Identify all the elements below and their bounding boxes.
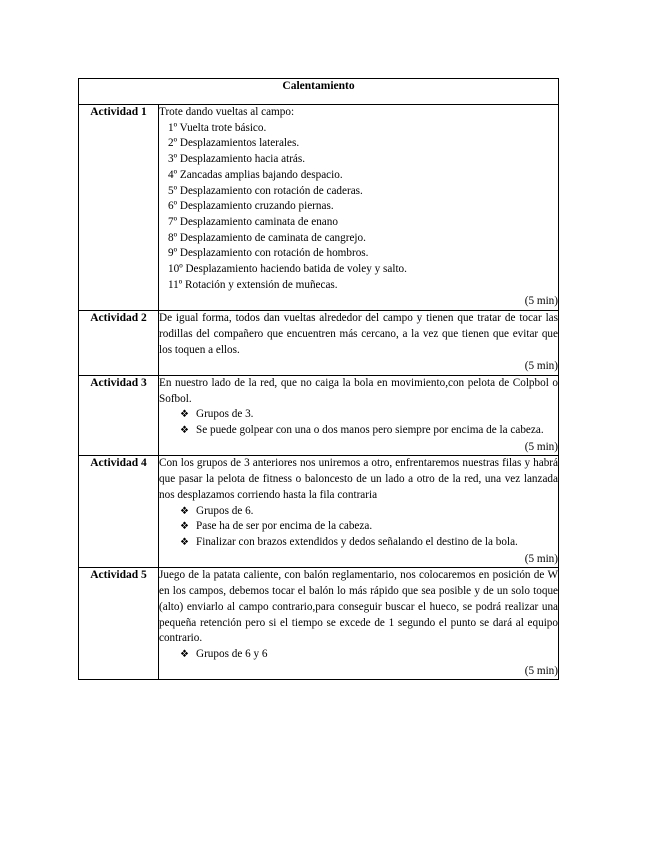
activity-description: En nuestro lado de la red, que no caiga la bola en movimiento,con pelota de Colpbol o Sofbol. <box>159 376 558 405</box>
bullet-text: Pase ha de ser por encima de la cabeza. <box>196 520 373 533</box>
step-item: 4º Zancadas amplias bajando despacio. <box>168 168 343 181</box>
activity-description: Juego de la patata caliente, con balón reglamentario, nos colocaremos en posición de W en los campos, debemos tocar el balón lo más rápido que sea posible y de un solo toque (alto) enviarlo al campo contrario,para conseguir buscar el hueco, se podrá realizar una pequeña retención pero si el tiempo se excede de 1 segundo el punto se dará al equipo contrario. <box>159 569 558 645</box>
step-item: 8º Desplazamiento de caminata de cangrejo. <box>168 231 366 244</box>
step-item: 7º Desplazamiento caminata de enano <box>168 215 338 228</box>
warmup-table <box>78 78 559 680</box>
activity-intro: Trote dando vueltas al campo: <box>159 106 295 118</box>
activity-description: Con los grupos de 3 anteriores nos uniremos a otro, enfrentaremos nuestras filas y habrá que pasar la pelota de fitness o baloncesto de un lado a otro de la red, una vez lanzada nos desplazamos corriendo hasta la fila contraria <box>159 457 558 501</box>
activity-duration: (5 min) <box>524 360 558 373</box>
bullet-item <box>159 647 558 663</box>
activity-content <box>159 456 559 568</box>
bullet-item <box>159 504 558 520</box>
activity-label: Actividad 5 <box>79 568 159 680</box>
activity-content <box>159 311 559 376</box>
step-item: 2º Desplazamientos laterales. <box>168 137 300 150</box>
activity-row <box>79 105 559 311</box>
activity-duration: (5 min) <box>524 664 558 677</box>
activity-label: Actividad 2 <box>79 311 159 376</box>
activity-label: Actividad 4 <box>79 456 159 568</box>
diamond-bullet-icon: ❖ <box>180 536 189 548</box>
diamond-bullet-icon: ❖ <box>180 409 189 421</box>
step-item: 1º Vuelta trote básico. <box>168 121 267 134</box>
bullet-item <box>159 407 558 423</box>
step-item: 3º Desplazamiento hacia atrás. <box>168 153 306 166</box>
bullet-text: Grupos de 6. <box>196 504 254 517</box>
step-item: 11º Rotación y extensión de muñecas. <box>168 278 338 291</box>
diamond-bullet-icon: ❖ <box>180 521 189 533</box>
diamond-bullet-icon: ❖ <box>180 648 189 660</box>
activity-duration: (5 min) <box>524 295 558 308</box>
activity-row <box>79 375 559 456</box>
activity-content <box>159 375 559 456</box>
step-item: 10º Desplazamiento haciendo batida de voley y salto. <box>168 263 407 276</box>
activity-duration: (5 min) <box>524 440 558 453</box>
activity-label: Actividad 1 <box>79 105 159 311</box>
table-title: Calentamiento <box>79 79 559 105</box>
step-item: 5º Desplazamiento con rotación de caderas. <box>168 184 363 197</box>
bullet-text: Se puede golpear con una o dos manos pero siempre por encima de la cabeza. <box>196 424 544 437</box>
bullet-item <box>159 535 558 551</box>
step-item: 9º Desplazamiento con rotación de hombros. <box>168 247 369 260</box>
activity-row <box>79 311 559 376</box>
step-item: 6º Desplazamiento cruzando piernas. <box>168 200 334 213</box>
bullet-item <box>159 423 558 439</box>
activity-row <box>79 456 559 568</box>
bullet-item <box>159 519 558 535</box>
activity-duration: (5 min) <box>524 552 558 565</box>
table-header-row <box>79 79 559 105</box>
activity-label: Actividad 3 <box>79 375 159 456</box>
bullet-text: Grupos de 6 y 6 <box>196 647 268 660</box>
activity-content <box>159 105 559 311</box>
bullet-text: Finalizar con brazos extendidos y dedos señalando el destino de la bola. <box>196 535 518 548</box>
diamond-bullet-icon: ❖ <box>180 505 189 517</box>
activity-row <box>79 568 559 680</box>
activity-content <box>159 568 559 680</box>
bullet-text: Grupos de 3. <box>196 408 254 421</box>
activity-description: De igual forma, todos dan vueltas alrededor del campo y tienen que tratar de tocar las rodillas del compañero que encuentren más cercano, a la vez que tienen que evitar que los toquen a ellos. <box>159 312 558 356</box>
diamond-bullet-icon: ❖ <box>180 425 189 437</box>
